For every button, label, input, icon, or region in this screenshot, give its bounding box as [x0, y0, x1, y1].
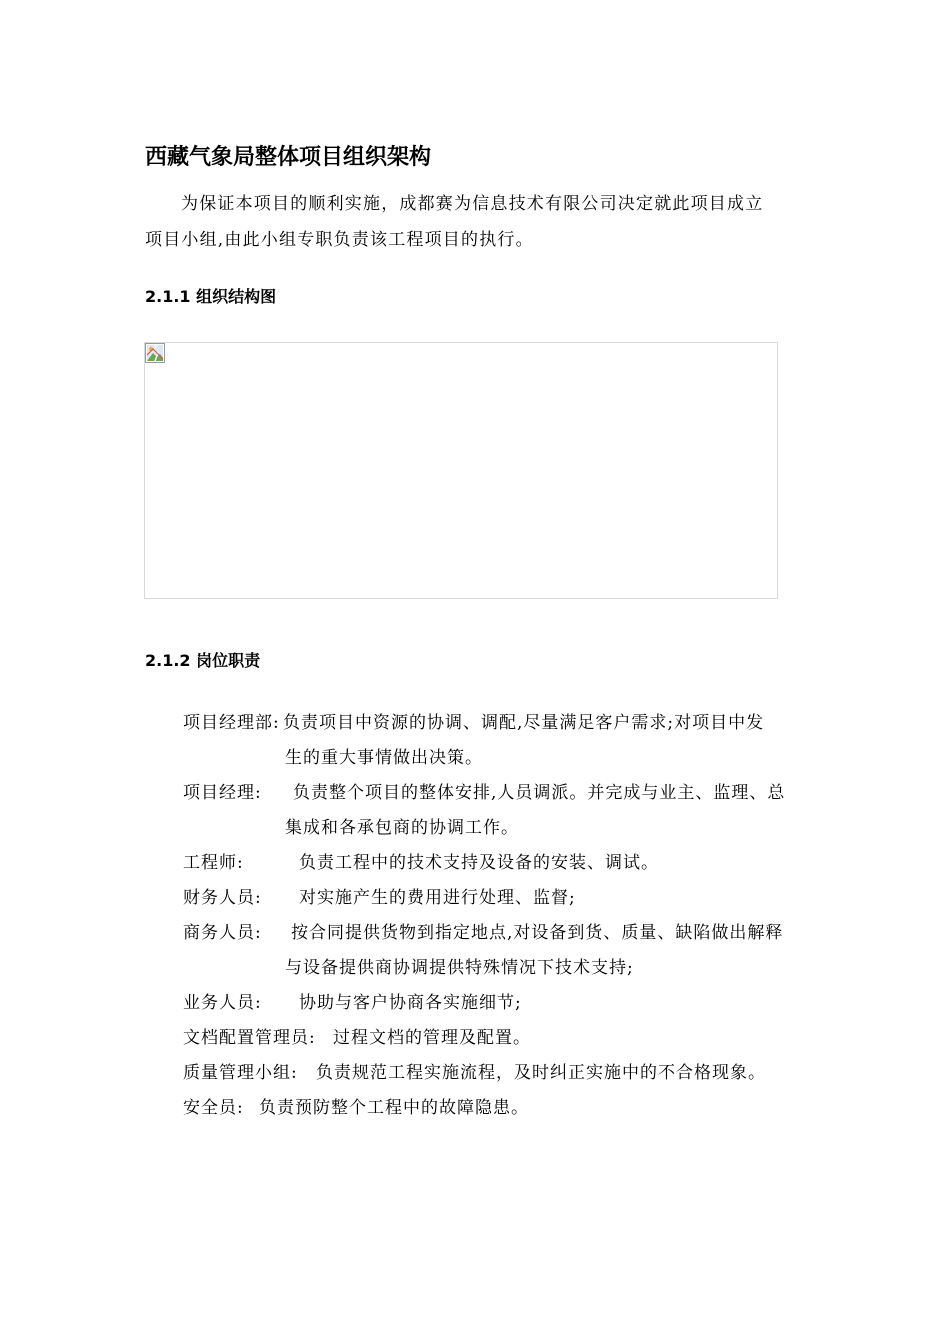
duty-role: 商务人员:: [183, 923, 262, 943]
duty-role: 项目经理部:: [183, 713, 280, 733]
duty-description: 负责预防整个工程中的故障隐患。: [259, 1098, 529, 1118]
duty-description: 负责规范工程实施流程，及时纠正实施中的不合格现象。: [316, 1063, 766, 1083]
duty-item-finance: [183, 881, 823, 916]
duty-role: 质量管理小组:: [183, 1063, 298, 1083]
duty-description: 过程文档的管理及配置。: [333, 1028, 531, 1048]
broken-image-icon: [145, 343, 165, 363]
duty-item-business: [183, 986, 823, 1021]
duties-list: [183, 706, 823, 1126]
duty-role: 项目经理:: [183, 783, 262, 803]
intro-line-2: 项目小组,由此小组专职负责该工程项目的执行。: [145, 230, 534, 250]
duty-item-engineer: [183, 846, 823, 881]
intro-line-1: 为保证本项目的顺利实施，成都赛为信息技术有限公司决定就此项目成立: [181, 194, 764, 214]
duty-role: 文档配置管理员:: [183, 1028, 316, 1048]
section-heading-org-chart: [145, 284, 276, 310]
duty-role: 工程师:: [183, 853, 244, 873]
duty-item-quality-team: [183, 1056, 823, 1091]
document-title: 西藏气象局整体项目组织架构: [145, 145, 432, 170]
duty-description: 负责整个项目的整体安排,人员调派。并完成与业主、监理、总 集成和各承包商的协调工作。: [285, 783, 786, 838]
section-number: 2.1.2: [145, 651, 191, 670]
section-title: 组织结构图: [196, 287, 277, 306]
duty-role: 业务人员:: [183, 993, 262, 1013]
duty-item-project-dept: [183, 706, 823, 776]
duty-description: 按合同提供货物到指定地点,对设备到货、质量、缺陷做出解释 与设备提供商协调提供特殊情况下技术支持;: [285, 923, 784, 978]
section-number: 2.1.1: [145, 287, 191, 306]
intro-paragraph: [145, 186, 805, 258]
org-chart-image-placeholder: [144, 342, 778, 599]
duty-description: 对实施产生的费用进行处理、监督;: [299, 888, 576, 908]
duty-item-commerce: [183, 916, 823, 986]
duty-item-doc-config-manager: [183, 1021, 823, 1056]
section-title: 岗位职责: [196, 651, 261, 670]
duty-item-project-manager: [183, 776, 823, 846]
duty-role: 财务人员:: [183, 888, 262, 908]
duty-item-safety-officer: [183, 1091, 823, 1126]
duty-description: 协助与客户协商各实施细节;: [299, 993, 522, 1013]
duty-description: 负责项目中资源的协调、调配,尽量满足客户需求;对项目中发 生的重大事情做出决策。: [283, 713, 765, 768]
duty-description: 负责工程中的技术支持及设备的安装、调试。: [299, 853, 659, 873]
duty-role: 安全员:: [183, 1098, 244, 1118]
section-heading-job-duties: [145, 648, 260, 674]
